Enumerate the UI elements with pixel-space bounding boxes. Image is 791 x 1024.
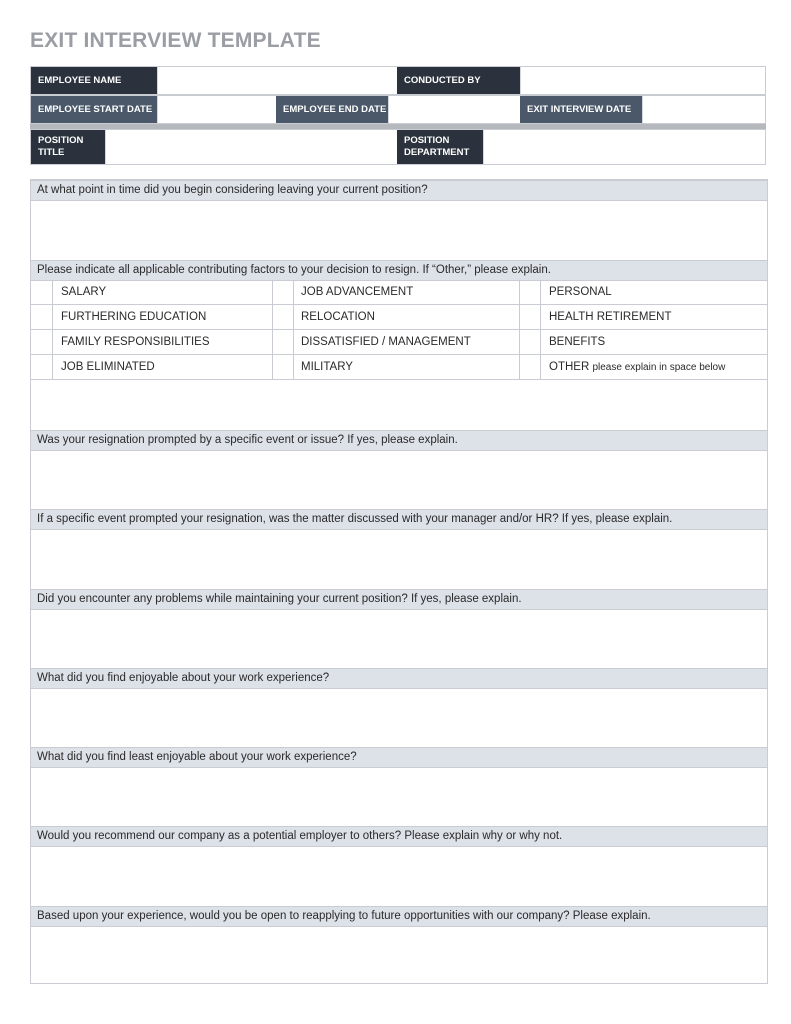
factor-other xyxy=(549,355,725,380)
factor-checkbox[interactable] xyxy=(519,332,540,357)
header-row-position xyxy=(30,129,766,165)
factor-checkbox[interactable] xyxy=(31,332,52,357)
start-date-field[interactable] xyxy=(157,96,276,123)
position-title-line2: TITLE xyxy=(38,147,65,158)
question-8: Would you recommend our company as a potential employer to others? Please explain why or why not. xyxy=(31,826,767,847)
answer-3-field[interactable] xyxy=(31,451,767,509)
question-2: Please indicate all applicable contributing factors to your decision to resign. If “Other,” please explain. xyxy=(31,260,767,281)
factor-checkbox[interactable] xyxy=(519,306,540,331)
factor-dissatisfied-management: DISSATISFIED / MANAGEMENT xyxy=(301,336,471,348)
factor-personal: PERSONAL xyxy=(549,286,612,298)
factor-other-note: please explain in space below xyxy=(592,362,726,373)
header-row-dates xyxy=(30,95,766,124)
factor-health-retirement: HEALTH RETIREMENT xyxy=(549,311,672,323)
questions-section xyxy=(30,179,768,984)
position-title-line1: POSITION xyxy=(38,135,84,146)
factor-relocation: RELOCATION xyxy=(301,311,375,323)
position-department-field[interactable] xyxy=(483,130,765,164)
end-date-field[interactable] xyxy=(388,96,520,123)
answer-9-field[interactable] xyxy=(31,927,767,983)
answer-2-field[interactable] xyxy=(31,384,767,430)
factor-job-eliminated: JOB ELIMINATED xyxy=(61,361,155,373)
factor-checkbox[interactable] xyxy=(519,280,540,305)
question-4: If a specific event prompted your resignation, was the matter discussed with your manager and/or HR? If yes, please explain. xyxy=(31,509,767,530)
factor-checkbox[interactable] xyxy=(272,280,293,305)
header-row-name xyxy=(30,66,766,95)
factor-other-label: OTHER xyxy=(549,361,590,373)
conducted-by-label: CONDUCTED BY xyxy=(397,67,520,94)
factor-checkbox[interactable] xyxy=(31,358,52,383)
position-title-label xyxy=(31,130,105,164)
factor-checkbox[interactable] xyxy=(31,280,52,305)
end-date-label: EMPLOYEE END DATE xyxy=(276,96,388,123)
position-dept-line2: DEPARTMENT xyxy=(404,147,470,158)
answer-7-field[interactable] xyxy=(31,768,767,826)
position-dept-line1: POSITION xyxy=(404,135,450,146)
answer-1-field[interactable] xyxy=(31,201,767,260)
answer-6-field[interactable] xyxy=(31,689,767,747)
factor-furthering-education: FURTHERING EDUCATION xyxy=(61,311,207,323)
factor-job-advancement: JOB ADVANCEMENT xyxy=(301,286,414,298)
factor-family-responsibilities: FAMILY RESPONSIBILITIES xyxy=(61,336,210,348)
position-title-field[interactable] xyxy=(105,130,397,164)
employee-name-label: EMPLOYEE NAME xyxy=(31,67,157,94)
question-6: What did you find enjoyable about your work experience? xyxy=(31,668,767,689)
interview-date-field[interactable] xyxy=(642,96,765,123)
question-7: What did you find least enjoyable about your work experience? xyxy=(31,747,767,768)
start-date-label: EMPLOYEE START DATE xyxy=(31,96,157,123)
factor-checkbox[interactable] xyxy=(519,358,540,383)
question-3: Was your resignation prompted by a specific event or issue? If yes, please explain. xyxy=(31,430,767,451)
factor-benefits: BENEFITS xyxy=(549,336,606,348)
factor-checkbox[interactable] xyxy=(31,306,52,331)
factor-checkbox[interactable] xyxy=(272,332,293,357)
question-1: At what point in time did you begin considering leaving your current position? xyxy=(31,180,767,201)
position-department-label xyxy=(397,130,483,164)
answer-5-field[interactable] xyxy=(31,610,767,668)
conducted-by-field[interactable] xyxy=(520,67,765,94)
factors-row xyxy=(31,305,767,330)
factors-row xyxy=(31,355,767,380)
factors-grid xyxy=(31,280,767,380)
factors-row xyxy=(31,330,767,355)
factor-salary: SALARY xyxy=(61,286,107,298)
factor-military: MILITARY xyxy=(301,361,353,373)
answer-8-field[interactable] xyxy=(31,847,767,906)
factor-checkbox[interactable] xyxy=(272,306,293,331)
question-5: Did you encounter any problems while maintaining your current position? If yes, please explain. xyxy=(31,589,767,610)
question-9: Based upon your experience, would you be open to reapplying to future opportunities with our company? Please explain. xyxy=(31,906,767,927)
page-title: EXIT INTERVIEW TEMPLATE xyxy=(30,29,321,52)
factors-row xyxy=(31,280,767,305)
answer-4-field[interactable] xyxy=(31,530,767,589)
employee-name-field[interactable] xyxy=(157,67,397,94)
factor-checkbox[interactable] xyxy=(272,358,293,383)
interview-date-label: EXIT INTERVIEW DATE xyxy=(520,96,642,123)
